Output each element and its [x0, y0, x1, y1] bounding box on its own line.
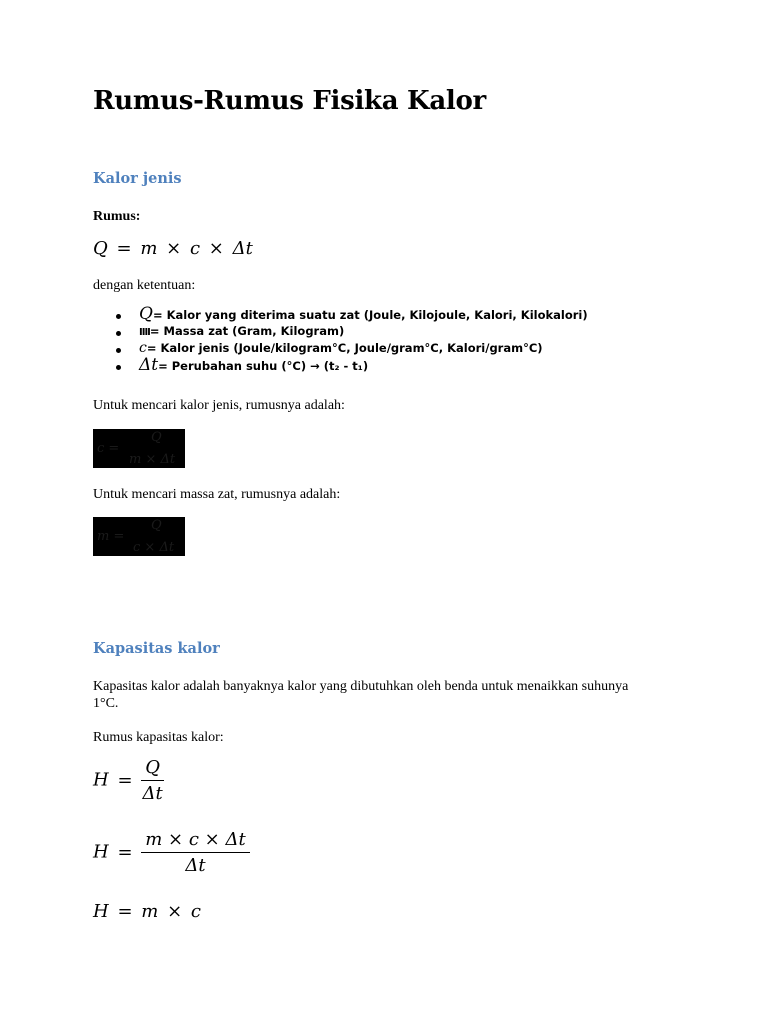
- bullet-text: = Kalor jenis (Joule/kilogram°C, Joule/gram°C, Kalori/gram°C): [146, 341, 543, 355]
- list-item: [93, 340, 588, 357]
- definition-list: [93, 306, 588, 374]
- bullet-icon: [116, 314, 121, 319]
- formula-h1-equals: =: [117, 769, 133, 791]
- formula-h3-h: H: [93, 901, 109, 922]
- bullet-icon: [116, 331, 121, 336]
- formula-h3-c: c: [190, 901, 201, 922]
- rumus-kapasitas-label: Rumus kapasitas kalor:: [93, 730, 224, 745]
- rumus-label: Rumus:: [93, 209, 141, 224]
- formula-image-massa: Q m = c × Δt: [93, 517, 185, 556]
- bullet-symbol: Δt: [139, 355, 159, 375]
- formula-image-kalor-jenis: Q c = m × Δt: [93, 429, 185, 468]
- formula-h2: [93, 829, 250, 876]
- formula-h1: [93, 757, 164, 804]
- bullet-icon: [116, 348, 121, 353]
- formula-q-m: m: [140, 238, 158, 259]
- bullet-text: = Perubahan suhu (°C) → (t₂ - t₁): [158, 359, 369, 373]
- formula-h2-equals: =: [117, 841, 133, 863]
- bullet-symbol: IIII: [139, 327, 150, 338]
- formula-h3-m: m: [141, 901, 159, 922]
- formula-h2-h: H: [93, 841, 109, 863]
- formula-q-symbol: Q: [93, 238, 108, 259]
- formula-h2-fraction: [141, 829, 249, 876]
- list-item: [93, 306, 588, 323]
- formula-h2-numerator: m × c × Δt: [141, 829, 249, 853]
- heading-kapasitas-kalor: Kapasitas kalor: [93, 640, 220, 657]
- formula-q-times1: ×: [166, 238, 182, 259]
- list-item: [93, 323, 588, 340]
- formula-q: [93, 238, 253, 259]
- list-item: [93, 357, 588, 374]
- formula-h1-h: H: [93, 769, 109, 791]
- formula-q-c: c: [189, 238, 201, 259]
- bullet-symbol: c: [139, 340, 147, 356]
- heading-kalor-jenis: Kalor jenis: [93, 170, 182, 187]
- formula-h1-fraction: [141, 757, 164, 804]
- formula-h2-denominator: Δt: [185, 855, 206, 876]
- kapasitas-description: Kapasitas kalor adalah banyaknya kalor yang dibutuhkan oleh benda untuk menaikkan suhunya 1°C.: [93, 679, 629, 711]
- formula-q-times2: ×: [208, 238, 224, 259]
- page-title: Rumus-Rumus Fisika Kalor: [93, 86, 486, 116]
- formula-h3: [93, 901, 201, 922]
- bullet-symbol: Q: [139, 304, 153, 324]
- formula-h3-times: ×: [167, 901, 183, 922]
- bullet-icon: [116, 365, 121, 370]
- formula-h1-numerator: Q: [141, 757, 164, 781]
- formula-q-equals: =: [116, 238, 132, 259]
- cari-massa-text: Untuk mencari massa zat, rumusnya adalah:: [93, 487, 341, 502]
- bullet-text: = Massa zat (Gram, Kilogram): [149, 324, 345, 338]
- formula-q-dt: Δt: [232, 238, 253, 259]
- dengan-ketentuan: dengan ketentuan:: [93, 278, 196, 293]
- formula-h3-equals: =: [117, 901, 133, 922]
- bullet-text: = Kalor yang diterima suatu zat (Joule, Kilojoule, Kalori, Kilokalori): [152, 308, 588, 322]
- formula-h1-denominator: Δt: [142, 783, 163, 804]
- cari-kalor-jenis-text: Untuk mencari kalor jenis, rumusnya adalah:: [93, 398, 345, 413]
